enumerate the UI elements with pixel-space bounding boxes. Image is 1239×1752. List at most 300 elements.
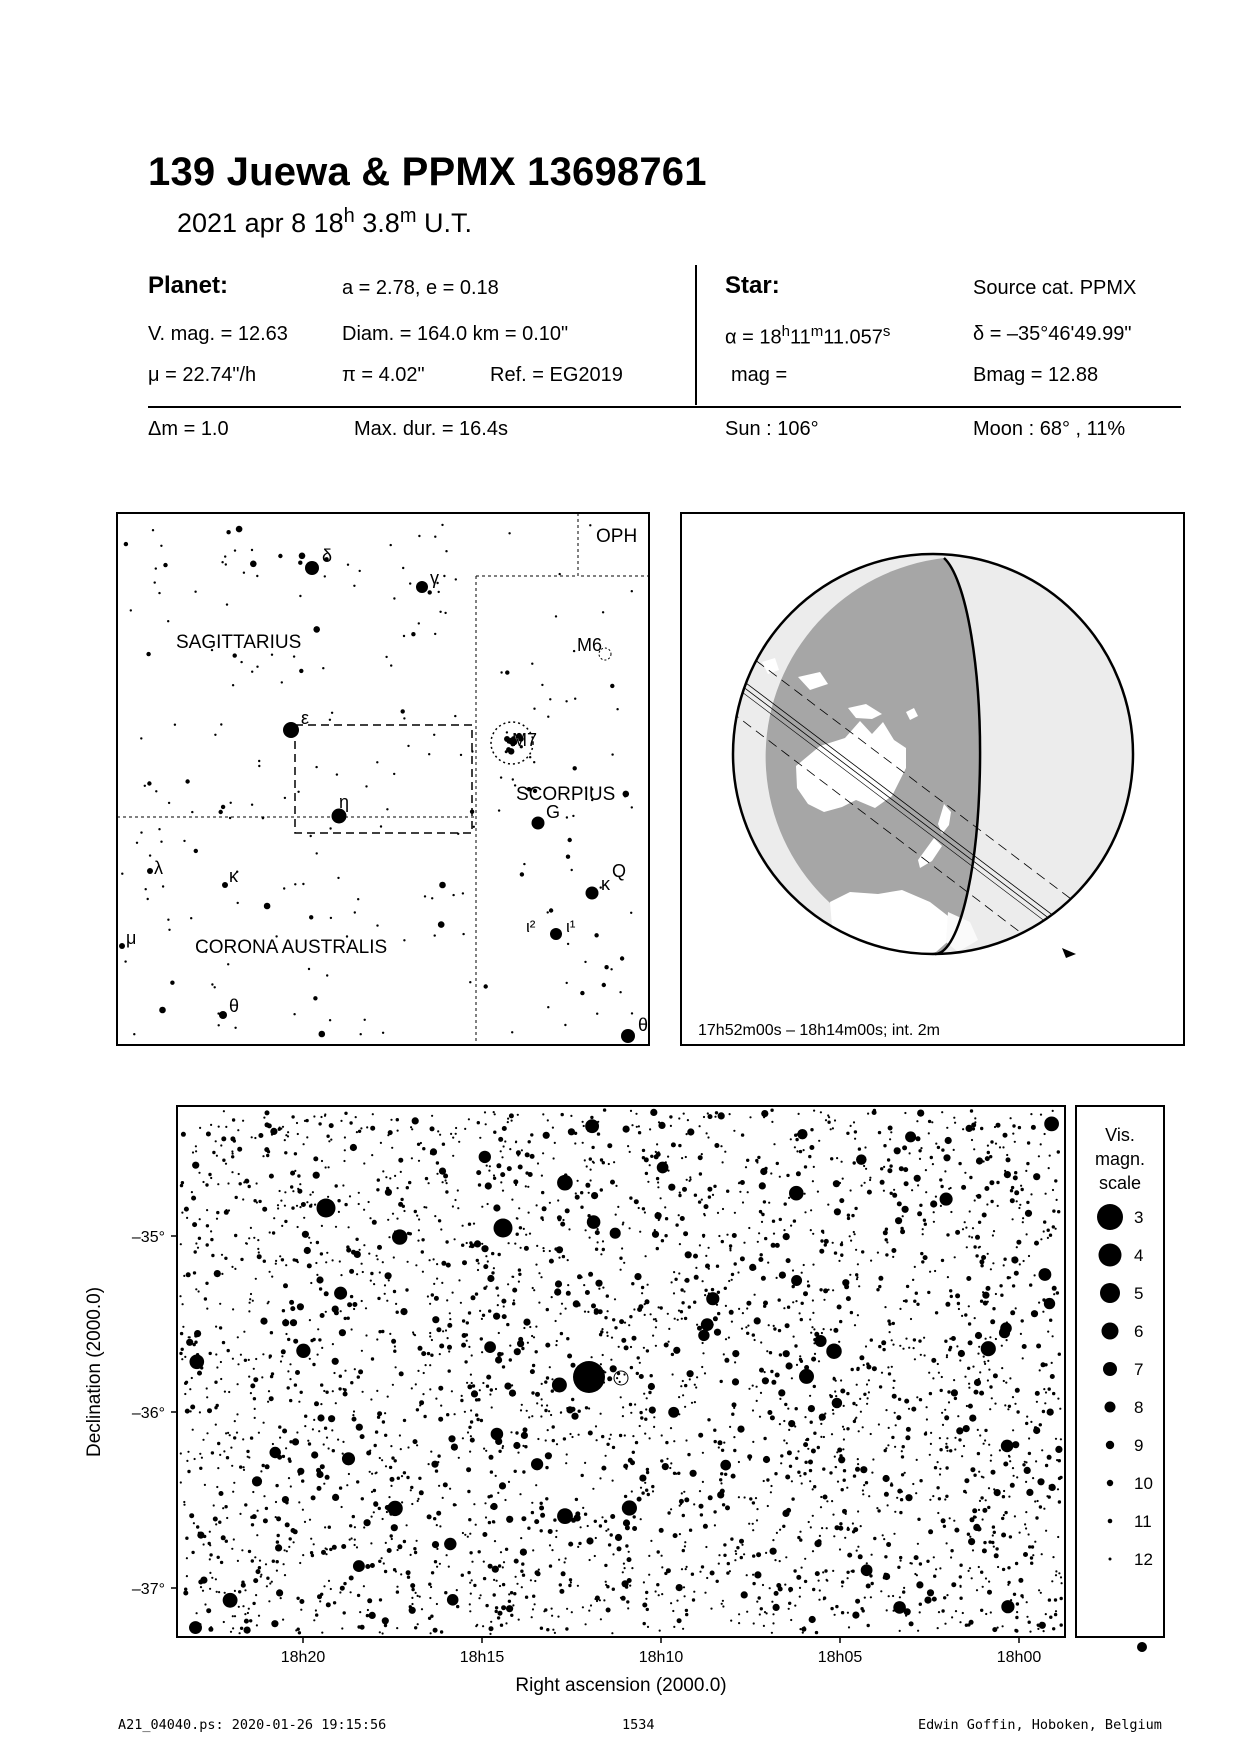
- field-star: [476, 1170, 481, 1175]
- field-star: [738, 1622, 740, 1624]
- field-star: [415, 1264, 417, 1266]
- field-star: [580, 1206, 583, 1209]
- finder-star: [630, 912, 632, 914]
- field-star: [466, 1242, 468, 1244]
- field-star: [642, 1603, 647, 1608]
- field-star: [795, 1300, 797, 1302]
- field-star: [386, 1300, 388, 1302]
- field-star: [580, 1526, 582, 1528]
- field-star: [741, 1133, 744, 1136]
- field-star: [535, 1392, 540, 1397]
- field-star: [203, 1543, 205, 1545]
- field-star: [452, 1137, 454, 1139]
- field-star: [791, 1275, 802, 1286]
- field-star: [787, 1306, 790, 1309]
- field-star: [522, 1470, 525, 1473]
- field-star: [978, 1221, 981, 1224]
- field-star: [1055, 1610, 1057, 1612]
- field-star: [509, 1345, 511, 1347]
- finder-star: [403, 635, 405, 637]
- field-star: [682, 1187, 687, 1192]
- field-star: [939, 1473, 941, 1475]
- field-star: [822, 1467, 825, 1470]
- field-star: [929, 1392, 932, 1395]
- field-star: [493, 1131, 496, 1134]
- field-star: [980, 1496, 983, 1499]
- field-star: [595, 1425, 597, 1427]
- field-star: [992, 1307, 995, 1310]
- y-tick-36: –36°: [131, 1405, 165, 1422]
- field-star: [423, 1372, 425, 1374]
- field-star: [872, 1458, 874, 1460]
- field-star: [222, 1159, 225, 1162]
- field-star: [589, 1237, 591, 1239]
- field-star: [610, 1514, 615, 1519]
- field-star: [511, 1199, 513, 1201]
- field-star: [953, 1379, 955, 1381]
- field-star: [371, 1154, 373, 1156]
- field-star: [516, 1583, 518, 1585]
- field-star: [495, 1610, 498, 1613]
- field-star: [624, 1567, 626, 1569]
- field-star: [799, 1628, 801, 1630]
- field-star: [394, 1175, 396, 1177]
- field-star: [323, 1390, 325, 1392]
- field-star: [791, 1377, 793, 1379]
- field-star: [291, 1528, 296, 1533]
- legend-label-9: 9: [1134, 1436, 1144, 1455]
- field-star: [823, 1328, 825, 1330]
- field-star: [314, 1204, 316, 1206]
- field-star: [231, 1150, 233, 1152]
- field-star: [1013, 1475, 1015, 1477]
- field-star: [644, 1211, 646, 1213]
- field-star: [1043, 1230, 1045, 1232]
- field-star: [1032, 1554, 1034, 1556]
- field-star: [502, 1566, 504, 1568]
- field-star: [392, 1229, 407, 1244]
- field-star: [377, 1411, 382, 1416]
- field-star: [785, 1323, 790, 1328]
- finder-star: [360, 1033, 362, 1035]
- bright-field-star: [573, 1361, 605, 1393]
- field-star: [283, 1283, 288, 1288]
- field-star: [852, 1402, 855, 1405]
- field-star: [524, 1445, 527, 1448]
- field-star: [950, 1549, 953, 1552]
- field-star: [895, 1217, 902, 1224]
- field-star: [512, 1288, 517, 1293]
- field-star: [433, 1628, 438, 1633]
- field-star: [772, 1613, 774, 1615]
- field-star: [607, 1310, 609, 1312]
- field-star: [855, 1404, 857, 1406]
- field-star: [686, 1133, 688, 1135]
- field-star: [988, 1369, 990, 1371]
- field-star: [909, 1152, 911, 1154]
- field-star: [1056, 1291, 1059, 1294]
- field-star: [1028, 1437, 1030, 1439]
- field-star: [223, 1110, 225, 1112]
- field-star: [830, 1607, 833, 1610]
- field-star: [396, 1311, 399, 1314]
- field-star: [403, 1540, 406, 1543]
- field-star: [600, 1330, 603, 1333]
- field-star: [881, 1372, 883, 1374]
- field-star: [595, 1596, 600, 1601]
- field-star: [704, 1204, 709, 1209]
- field-star: [737, 1271, 739, 1273]
- field-star: [997, 1566, 999, 1568]
- field-star: [300, 1391, 303, 1394]
- field-star: [332, 1259, 334, 1261]
- field-star: [514, 1243, 516, 1245]
- field-star: [326, 1602, 331, 1607]
- finder-star: [167, 620, 169, 622]
- field-star: [817, 1539, 822, 1544]
- field-star: [181, 1212, 183, 1214]
- field-star: [470, 1374, 472, 1376]
- field-star: [429, 1597, 431, 1599]
- finder-star: [234, 1027, 236, 1029]
- field-star: [232, 1627, 234, 1629]
- field-star: [869, 1177, 871, 1179]
- field-star: [357, 1594, 360, 1597]
- label-m6: M6: [577, 635, 603, 655]
- field-star: [266, 1154, 269, 1157]
- field-star: [355, 1116, 357, 1118]
- field-star: [539, 1506, 544, 1511]
- field-star: [541, 1175, 543, 1177]
- field-star: [469, 1603, 471, 1605]
- field-star: [486, 1385, 489, 1388]
- field-star: [372, 1113, 374, 1115]
- field-star: [664, 1234, 667, 1237]
- field-star: [600, 1618, 602, 1620]
- field-star: [242, 1120, 244, 1122]
- field-star: [974, 1379, 981, 1386]
- field-star: [989, 1336, 991, 1338]
- field-star: [514, 1470, 517, 1473]
- field-star: [263, 1422, 265, 1424]
- field-star: [571, 1413, 578, 1420]
- field-star: [339, 1260, 341, 1262]
- field-star: [473, 1223, 475, 1225]
- field-star: [343, 1388, 345, 1390]
- field-star: [549, 1544, 551, 1546]
- field-star: [254, 1408, 256, 1410]
- field-star: [1001, 1440, 1014, 1453]
- field-star: [734, 1262, 737, 1265]
- field-star: [961, 1185, 966, 1190]
- field-star: [932, 1495, 934, 1497]
- field-star: [954, 1122, 956, 1124]
- field-star: [682, 1549, 685, 1552]
- field-star: [234, 1615, 236, 1617]
- field-star: [528, 1212, 530, 1214]
- field-star: [382, 1170, 384, 1172]
- field-star: [833, 1402, 836, 1405]
- finder-star: [596, 1013, 598, 1015]
- field-star: [303, 1217, 305, 1219]
- field-star: [811, 1357, 816, 1362]
- finder-star: [547, 716, 549, 718]
- field-star: [258, 1432, 260, 1434]
- finder-star: [168, 802, 170, 804]
- field-star: [939, 1178, 942, 1181]
- field-star: [999, 1146, 1001, 1148]
- field-star: [287, 1135, 289, 1137]
- field-star: [520, 1409, 522, 1411]
- field-star: [552, 1127, 554, 1129]
- field-star: [675, 1223, 678, 1226]
- field-star: [396, 1586, 398, 1588]
- field-star: [746, 1159, 749, 1162]
- field-star: [1031, 1545, 1034, 1548]
- field-star: [797, 1471, 800, 1474]
- field-star: [684, 1279, 686, 1281]
- finder-star: [390, 664, 392, 666]
- field-star: [916, 1303, 919, 1306]
- field-star: [604, 1564, 607, 1567]
- field-star: [883, 1230, 888, 1235]
- field-star: [258, 1200, 261, 1203]
- field-star: [854, 1207, 857, 1210]
- field-star: [466, 1321, 469, 1324]
- field-star: [694, 1384, 696, 1386]
- field-star: [509, 1517, 512, 1520]
- field-star: [841, 1611, 844, 1614]
- field-star: [1048, 1495, 1051, 1498]
- field-star: [565, 1208, 570, 1213]
- field-star: [183, 1275, 185, 1277]
- field-star: [782, 1525, 785, 1528]
- field-star: [1030, 1193, 1032, 1195]
- field-star: [702, 1342, 704, 1344]
- field-star: [321, 1347, 323, 1349]
- finder-star: [214, 986, 216, 988]
- field-star: [445, 1329, 447, 1331]
- field-star: [518, 1273, 521, 1276]
- field-star: [858, 1285, 860, 1287]
- finder-star: [616, 708, 618, 710]
- field-star: [889, 1164, 892, 1167]
- field-star: [185, 1381, 188, 1384]
- field-star: [437, 1130, 439, 1132]
- field-star: [344, 1203, 347, 1206]
- field-star: [752, 1582, 755, 1585]
- field-star: [198, 1290, 200, 1292]
- finder-star: [149, 854, 151, 856]
- field-star: [561, 1516, 566, 1521]
- field-star: [732, 1233, 737, 1238]
- field-star: [763, 1480, 765, 1482]
- field-star: [644, 1157, 649, 1162]
- finder-star: [584, 961, 586, 963]
- field-star: [521, 1347, 524, 1350]
- field-star: [356, 1424, 363, 1431]
- finder-star: [155, 790, 157, 792]
- field-star: [436, 1278, 438, 1280]
- legend-title-2: magn.: [1094, 1149, 1146, 1169]
- field-star: [712, 1324, 714, 1326]
- field-star: [597, 1228, 599, 1230]
- field-star: [1028, 1533, 1030, 1535]
- field-star: [600, 1413, 602, 1415]
- field-star: [830, 1329, 832, 1331]
- field-star: [412, 1331, 414, 1333]
- field-star: [182, 1326, 184, 1328]
- field-star: [302, 1554, 304, 1556]
- field-star: [683, 1491, 685, 1493]
- field-star: [466, 1467, 471, 1472]
- field-star: [915, 1292, 918, 1295]
- field-star: [819, 1589, 821, 1591]
- field-star: [333, 1372, 335, 1374]
- field-star: [854, 1233, 856, 1235]
- field-star: [538, 1272, 540, 1274]
- field-star: [889, 1138, 891, 1140]
- field-star: [520, 1537, 522, 1539]
- field-star: [198, 1532, 200, 1534]
- field-star: [966, 1125, 973, 1132]
- field-star: [615, 1534, 622, 1541]
- field-star: [919, 1603, 922, 1606]
- field-star: [410, 1583, 415, 1588]
- field-star: [810, 1332, 812, 1334]
- field-star: [531, 1391, 534, 1394]
- field-star: [646, 1468, 649, 1471]
- field-star: [673, 1533, 678, 1538]
- field-star: [989, 1155, 992, 1158]
- field-star: [799, 1150, 802, 1153]
- finder-star: [251, 549, 253, 551]
- field-star: [958, 1438, 961, 1441]
- field-star: [664, 1206, 666, 1208]
- field-star: [626, 1600, 629, 1603]
- field-star: [324, 1427, 327, 1430]
- field-star: [908, 1347, 910, 1349]
- field-star: [723, 1554, 726, 1557]
- field-star: [441, 1282, 443, 1284]
- finder-star: [393, 773, 395, 775]
- field-star: [988, 1540, 991, 1543]
- finder-star: [299, 669, 303, 673]
- field-star: [515, 1141, 517, 1143]
- field-star: [551, 1378, 553, 1380]
- field-star: [698, 1433, 703, 1438]
- field-star: [590, 1169, 592, 1171]
- field-star: [231, 1465, 233, 1467]
- field-star: [390, 1119, 392, 1121]
- field-star: [878, 1345, 881, 1348]
- field-star: [722, 1605, 724, 1607]
- field-star: [207, 1408, 212, 1413]
- field-star: [912, 1279, 914, 1281]
- field-star: [472, 1384, 475, 1387]
- field-star: [645, 1408, 647, 1410]
- field-star: [967, 1533, 970, 1536]
- field-star: [464, 1360, 467, 1363]
- field-star: [206, 1608, 211, 1613]
- field-star: [469, 1610, 471, 1612]
- field-star: [441, 1261, 446, 1266]
- field-star: [480, 1419, 483, 1422]
- field-star: [795, 1457, 798, 1460]
- field-star: [752, 1385, 754, 1387]
- field-star: [265, 1563, 267, 1565]
- field-star: [953, 1117, 955, 1119]
- field-star: [661, 1566, 663, 1568]
- field-star: [1008, 1456, 1010, 1458]
- field-star: [830, 1395, 833, 1398]
- field-star: [312, 1428, 314, 1430]
- field-star: [221, 1273, 223, 1275]
- field-star: [275, 1484, 278, 1487]
- field-star: [824, 1413, 826, 1415]
- field-star: [694, 1275, 699, 1280]
- field-star: [561, 1113, 564, 1116]
- field-star: [978, 1246, 980, 1248]
- finder-star: [211, 983, 213, 985]
- field-star: [937, 1627, 939, 1629]
- field-star: [296, 1431, 298, 1433]
- label-mu: μ: [126, 928, 137, 948]
- field-star: [498, 1611, 503, 1616]
- field-star: [554, 1142, 556, 1144]
- finder-star: [565, 700, 567, 702]
- finder-star: [572, 815, 574, 817]
- field-star: [932, 1163, 934, 1165]
- field-star: [990, 1611, 992, 1613]
- field-star: [617, 1206, 619, 1208]
- field-star: [708, 1114, 713, 1119]
- field-star: [733, 1449, 736, 1452]
- field-star: [639, 1374, 644, 1379]
- field-star: [549, 1366, 551, 1368]
- field-star: [643, 1393, 645, 1395]
- field-star: [546, 1376, 549, 1379]
- field-star: [418, 1229, 420, 1231]
- field-star: [288, 1477, 290, 1479]
- field-star: [680, 1288, 683, 1291]
- field-star: [906, 1427, 911, 1432]
- field-star: [819, 1288, 822, 1291]
- field-star: [638, 1125, 640, 1127]
- field-star: [945, 1137, 952, 1144]
- field-star: [1015, 1307, 1017, 1309]
- field-star: [756, 1386, 758, 1388]
- field-star: [546, 1628, 549, 1631]
- field-star: [217, 1183, 219, 1185]
- field-star: [403, 1419, 406, 1422]
- field-star: [647, 1626, 649, 1628]
- field-star: [693, 1254, 698, 1259]
- field-star: [872, 1366, 877, 1371]
- field-star: [602, 1287, 604, 1289]
- field-star: [186, 1339, 193, 1346]
- field-star: [912, 1483, 914, 1485]
- field-star: [1007, 1408, 1009, 1410]
- field-star: [944, 1170, 946, 1172]
- field-star: [804, 1165, 807, 1168]
- finder-star: [506, 731, 508, 733]
- field-star: [710, 1571, 715, 1576]
- field-star: [244, 1589, 246, 1591]
- field-star: [688, 1305, 691, 1308]
- field-star: [376, 1390, 378, 1392]
- field-star: [761, 1110, 768, 1117]
